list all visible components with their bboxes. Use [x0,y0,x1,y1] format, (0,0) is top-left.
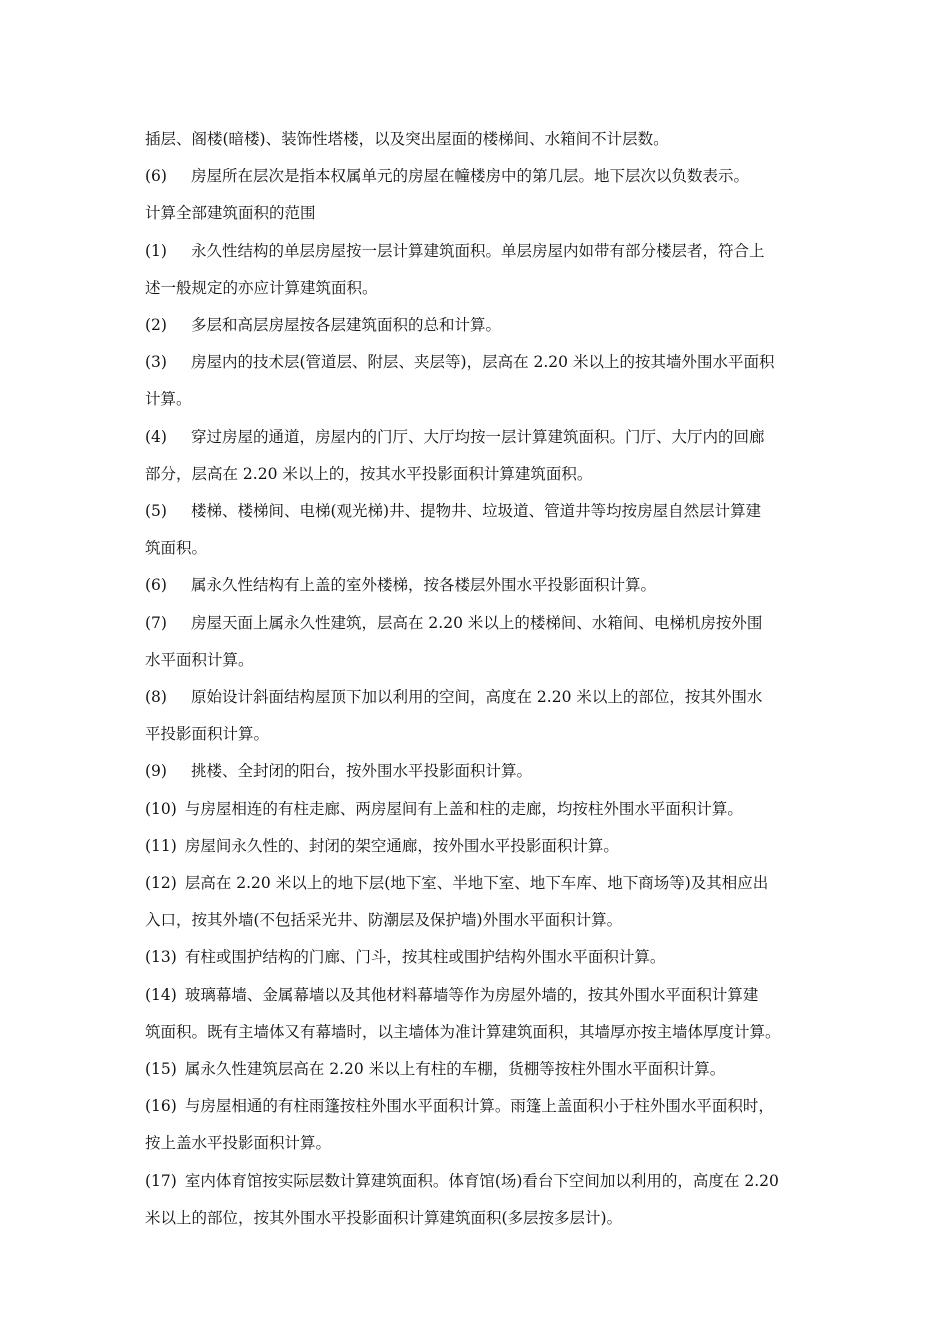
line-text: 房屋内的技术层(管道层、附层、夹层等)，层高在 2.20 米以上的按其墙外围水平面积 [191,353,775,372]
line-text: 层高在 2.20 米以上的地下层(地下室、半地下室、地下车库、地下商场等)及其相应出 [184,874,769,893]
line-text: 永久性结构的单层房屋按一层计算建筑面积。单层房屋内如带有部分楼层者，符合上 [191,241,765,260]
item-number: (1) [145,241,167,260]
line-text: 有柱或围护结构的门廊、门斗，按其柱或围护结构外围水平面积计算。 [184,948,666,967]
list-item [145,1088,810,1125]
text-line [145,121,810,158]
list-item [145,753,810,790]
item-number: (17) [145,1171,177,1190]
item-number: (5) [145,502,167,521]
text-line [145,456,810,493]
item-number: (9) [145,762,167,781]
section-heading [145,195,810,232]
text-line [145,1014,810,1051]
text-line [145,530,810,567]
item-number: (13) [145,948,177,967]
document-body [145,121,810,1237]
list-item [145,233,810,270]
line-text: 计算全部建筑面积的范围 [145,204,316,223]
line-text: 入口，按其外墙(不包括采光井、防潮层及保护墙)外围水平面积计算。 [145,911,623,930]
line-text: 多层和高层房屋按各层建筑面积的总和计算。 [191,316,502,335]
line-text: 属永久性结构有上盖的室外楼梯，按各楼层外围水平投影面积计算。 [191,576,657,595]
line-text: 筑面积。既有主墙体又有幕墙时，以主墙体为准计算建筑面积，其墙厚亦按主墙体厚度计算。 [145,1022,781,1041]
text-line [145,716,810,753]
text-line [145,381,810,418]
text-line [145,1200,810,1237]
list-item [145,679,810,716]
item-number: (4) [145,427,167,446]
line-text: 述一般规定的亦应计算建筑面积。 [145,278,378,297]
text-line [145,642,810,679]
item-number: (14) [145,985,177,1004]
text-line [145,270,810,307]
line-text: 与房屋相连的有柱走廊、两房屋间有上盖和柱的走廊，均按柱外围水平面积计算。 [184,799,743,818]
line-text: 属永久性建筑层高在 2.20 米以上有柱的车棚，货棚等按柱外围水平面积计算。 [184,1060,726,1079]
list-item [145,605,810,642]
list-item [145,865,810,902]
list-item [145,977,810,1014]
item-number: (6) [145,167,167,186]
line-text: 平投影面积计算。 [145,725,270,744]
text-line [145,902,810,939]
item-number: (8) [145,688,167,707]
line-text: 楼梯、楼梯间、电梯(观光梯)井、提物井、垃圾道、管道井等均按房屋自然层计算建 [191,502,762,521]
list-item [145,567,810,604]
list-item [145,791,810,828]
list-item [145,307,810,344]
list-item [145,939,810,976]
line-text: 水平面积计算。 [145,650,254,669]
list-item [145,344,810,381]
line-text: 与房屋相通的有柱雨篷按柱外围水平面积计算。雨篷上盖面积小于柱外围水平面积时， [184,1097,774,1116]
line-text: 挑楼、全封闭的阳台，按外围水平投影面积计算。 [191,762,533,781]
list-item [145,419,810,456]
item-number: (3) [145,353,167,372]
item-number: (7) [145,613,167,632]
item-number: (2) [145,316,167,335]
list-item [145,1051,810,1088]
line-text: 计算。 [145,390,192,409]
line-text: 房屋所在层次是指本权属单元的房屋在幢楼房中的第几层。地下层次以负数表示。 [191,167,750,186]
line-text: 玻璃幕墙、金属幕墙以及其他材料幕墙等作为房屋外墙的，按其外围水平面积计算建 [184,985,759,1004]
line-text: 房屋天面上属永久性建筑，层高在 2.20 米以上的楼梯间、水箱间、电梯机房按外围 [191,613,763,632]
item-number: (12) [145,874,177,893]
line-text: 按上盖水平投影面积计算。 [145,1134,332,1153]
text-line [145,1125,810,1162]
line-text: 房屋间永久性的、封闭的架空通廊，按外围水平投影面积计算。 [184,836,619,855]
list-item [145,493,810,530]
list-item [145,828,810,865]
item-number: (10) [145,799,177,818]
line-text: 原始设计斜面结构屋顶下加以利用的空间，高度在 2.20 米以上的部位，按其外围水 [191,688,763,707]
item-number: (11) [145,836,177,855]
item-number: (15) [145,1060,177,1079]
list-item [145,1163,810,1200]
line-text: 穿过房屋的通道，房屋内的门厅、大厅均按一层计算建筑面积。门厅、大厅内的回廊 [191,427,765,446]
line-text: 筑面积。 [145,539,208,558]
line-text: 室内体育馆按实际层数计算建筑面积。体育馆(场)看台下空间加以利用的，高度在 2.20 [184,1171,779,1190]
item-number: (16) [145,1097,177,1116]
line-text: 部分，层高在 2.20 米以上的，按其水平投影面积计算建筑面积。 [145,464,593,483]
item-number: (6) [145,576,167,595]
line-text: 插层、阁楼(暗楼)、装饰性塔楼，以及突出屋面的楼梯间、水箱间不计层数。 [145,130,669,148]
list-item [145,158,810,195]
line-text: 米以上的部位，按其外围水平投影面积计算建筑面积(多层按多层计)。 [145,1208,623,1227]
